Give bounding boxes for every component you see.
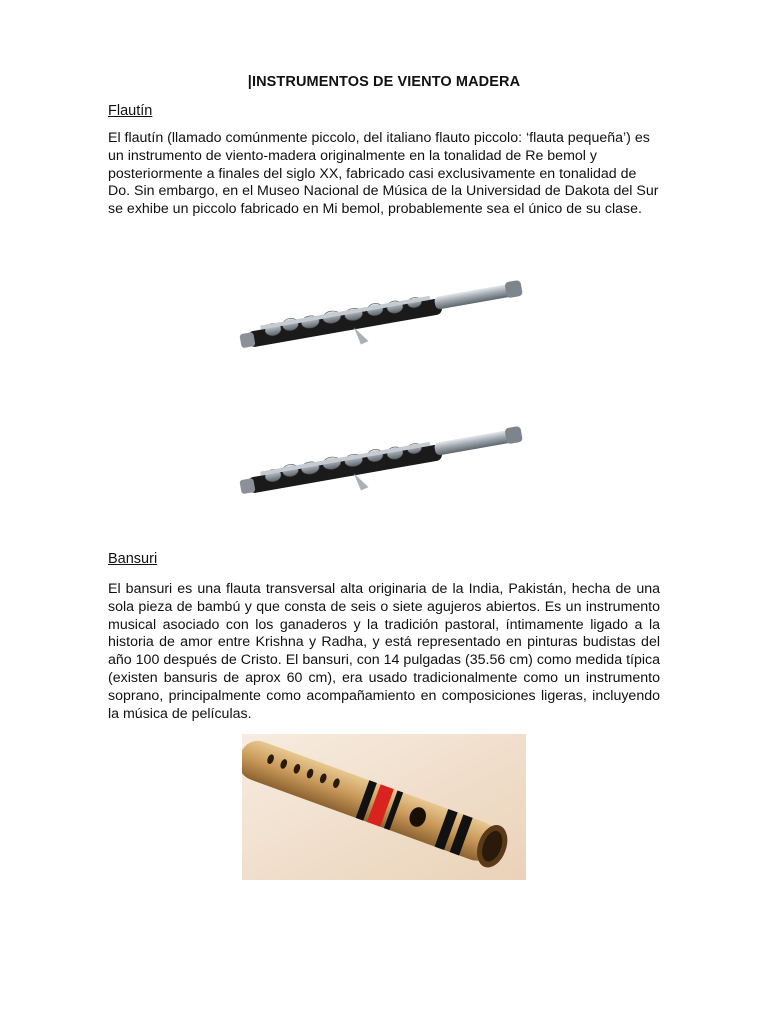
piccolo-flute-image bbox=[232, 268, 536, 360]
piccolo-image bbox=[232, 268, 536, 360]
paragraph-flautin: El flautín (llamado comúnmente piccolo, del italiano flauto piccolo: ‘flauta pequeña’) es un instrumento de viento-madera originalmente en la tonalidad de Re bemol y posteriormente a finales del siglo XX, fabricado casi exclusivamente en tonalidad de Do. Sin embargo, en el Museo Nacional de Música de la Universidad de Dakota del Sur se exhibe un piccolo fabricado en Mi bemol, probablemente sea el único de su clase. bbox=[108, 130, 659, 218]
paragraph-bansuri: El bansuri es una flauta transversal alta originaria de la India, Pakistán, hecha de una sola pieza de bambú y que consta de seis o siete agujeros abiertos. Es un instrumento musical asociado con los ganaderos y la tradición pastoral, íntimamente ligado a la historia de amor entre Krishna y Radha, y está representado en pinturas budistas del año 100 después de Cristo. El bansuri, con 14 pulgadas (35.56 cm) como medida típica (existen bansuris de aprox 60 cm), era usado tradicionalmente como un instrumento soprano, principalmente como acompañamiento en composiciones ligeras, incluyendo la música de películas. bbox=[108, 581, 660, 722]
page-title: |INSTRUMENTOS DE VIENTO MADERA bbox=[247, 74, 521, 90]
piccolo-image-duplicate bbox=[232, 414, 536, 506]
section-heading-flautin: Flautín bbox=[108, 103, 153, 119]
section-heading-bansuri: Bansuri bbox=[108, 551, 158, 567]
piccolo-flute-image bbox=[232, 414, 536, 506]
bansuri-image bbox=[242, 734, 526, 880]
bansuri-flute-image bbox=[242, 734, 526, 880]
